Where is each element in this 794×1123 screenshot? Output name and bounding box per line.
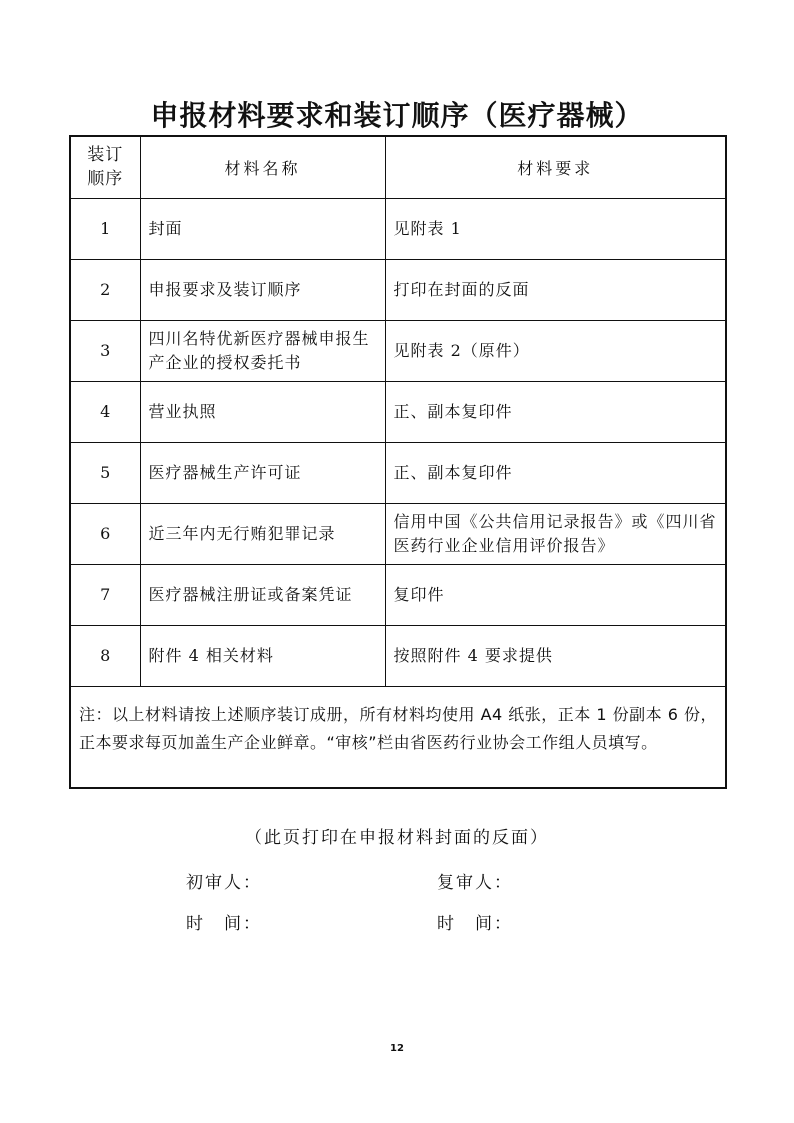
table-row [70,503,726,564]
note-row [70,686,726,788]
requirements-table [69,135,727,789]
second-time-label: 时 间： [437,914,513,934]
header-name: 材料名称 [140,136,385,198]
header-order-line1: 装订 [87,145,124,166]
row-number: 1 [70,198,140,259]
row-material-name: 四川名特优新医疗器械申报生产企业的授权委托书 [140,320,385,381]
row-number: 8 [70,625,140,686]
page-title: 申报材料要求和装订顺序（医疗器械） [150,99,644,132]
row-requirement: 按照附件 4 要求提供 [385,625,726,686]
row-number: 5 [70,442,140,503]
table-row [70,198,726,259]
row-material-name: 封面 [140,198,385,259]
table-header-row [70,136,726,198]
table-note: 注：以上材料请按上述顺序装订成册，所有材料均使用 A4 纸张，正本 1 份副本 6 份，正本要求每页加盖生产企业鲜章。“审核”栏由省医药行业协会工作组人员填写。 [70,686,726,788]
row-material-name: 医疗器械生产许可证 [140,442,385,503]
row-material-name: 申报要求及装订顺序 [140,259,385,320]
table-row [70,259,726,320]
table-row [70,442,726,503]
header-requirement: 材料要求 [385,136,726,198]
row-number: 6 [70,503,140,564]
row-requirement: 正、副本复印件 [385,442,726,503]
row-material-name: 营业执照 [140,381,385,442]
row-number: 3 [70,320,140,381]
page-number: 12 [390,1043,404,1054]
table-row [70,320,726,381]
header-order [70,136,140,198]
row-number: 7 [70,564,140,625]
row-requirement: 信用中国《公共信用记录报告》或《四川省医药行业企业信用评价报告》 [385,503,726,564]
first-reviewer-label: 初审人： [186,873,262,893]
table-row [70,381,726,442]
row-number: 2 [70,259,140,320]
row-requirement: 见附表 1 [385,198,726,259]
first-time-label: 时 间： [186,914,262,934]
row-requirement: 打印在封面的反面 [385,259,726,320]
row-requirement: 见附表 2（原件） [385,320,726,381]
header-order-line2: 顺序 [87,169,124,190]
table-row [70,625,726,686]
print-instruction: （此页打印在申报材料封面的反面） [245,828,549,848]
row-material-name: 附件 4 相关材料 [140,625,385,686]
row-material-name: 医疗器械注册证或备案凭证 [140,564,385,625]
table-row [70,564,726,625]
row-requirement: 正、副本复印件 [385,381,726,442]
row-number: 4 [70,381,140,442]
row-requirement: 复印件 [385,564,726,625]
second-reviewer-label: 复审人： [437,873,513,893]
row-material-name: 近三年内无行贿犯罪记录 [140,503,385,564]
